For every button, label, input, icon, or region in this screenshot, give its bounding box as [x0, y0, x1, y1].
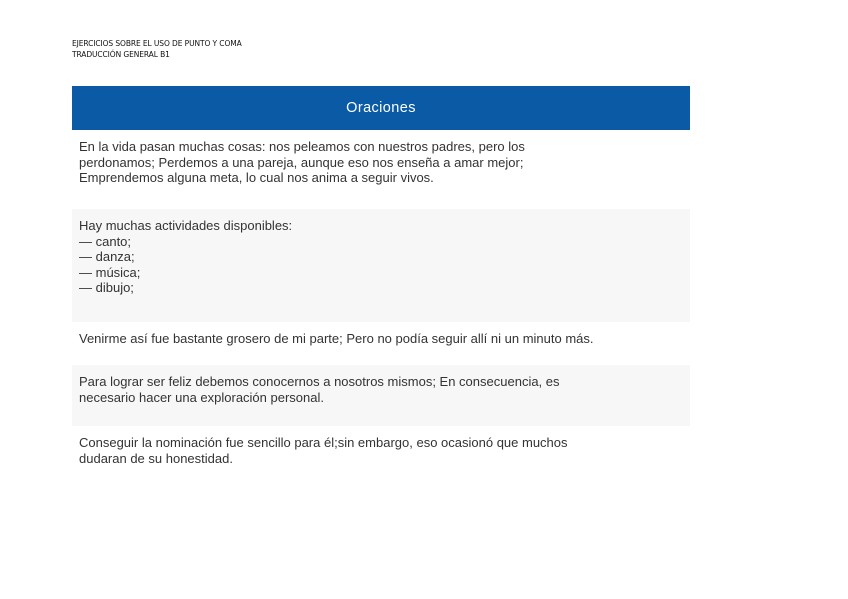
- sentence-cell: [72, 322, 690, 365]
- sentence-line: Conseguir la nominación fue sencillo para él;sin embargo, eso ocasionó que muchos: [79, 435, 568, 450]
- sentence-cell: [72, 209, 690, 322]
- sentence-line: Para lograr ser feliz debemos conocernos a nosotros mismos; En consecuencia, es: [79, 374, 560, 389]
- sentence-line: necesario hacer una exploración personal.: [79, 389, 324, 405]
- document-header: [72, 38, 242, 60]
- list-item: — canto;: [79, 233, 132, 249]
- sentence-line: dudaran de su honestidad.: [79, 450, 233, 466]
- sentence-line: Hay muchas actividades disponibles:: [79, 218, 293, 233]
- table-row: [72, 130, 690, 209]
- exercise-title: EJERCICIOS SOBRE EL USO DE PUNTO Y COMA: [72, 39, 242, 48]
- sentence-line: perdonamos; Perdemos a una pareja, aunque eso nos enseña a amar mejor;: [79, 154, 524, 170]
- list-item: — dibujo;: [79, 280, 134, 295]
- sentence-cell: [72, 130, 690, 209]
- column-header-oraciones: Oraciones: [72, 86, 690, 130]
- list-item: — música;: [79, 264, 141, 280]
- sentences-table: [72, 86, 690, 487]
- sentence-cell: [72, 365, 690, 426]
- sentence-line: Emprendemos alguna meta, lo cual nos anima a seguir vivos.: [79, 170, 434, 185]
- table-row: [72, 426, 690, 487]
- table-row: [72, 365, 690, 426]
- sentence-cell: [72, 426, 690, 487]
- list-item: — danza;: [79, 249, 135, 264]
- table-header-row: [72, 86, 690, 130]
- table-row: [72, 322, 690, 365]
- sentence-line: Venirme así fue bastante grosero de mi parte; Pero no podía seguir allí ni un minuto más.: [79, 331, 594, 346]
- table-row: [72, 209, 690, 322]
- course-label: TRADUCCIÓN GENERAL B1: [72, 50, 170, 59]
- sentence-line: En la vida pasan muchas cosas: nos peleamos con nuestros padres, pero los: [79, 139, 525, 154]
